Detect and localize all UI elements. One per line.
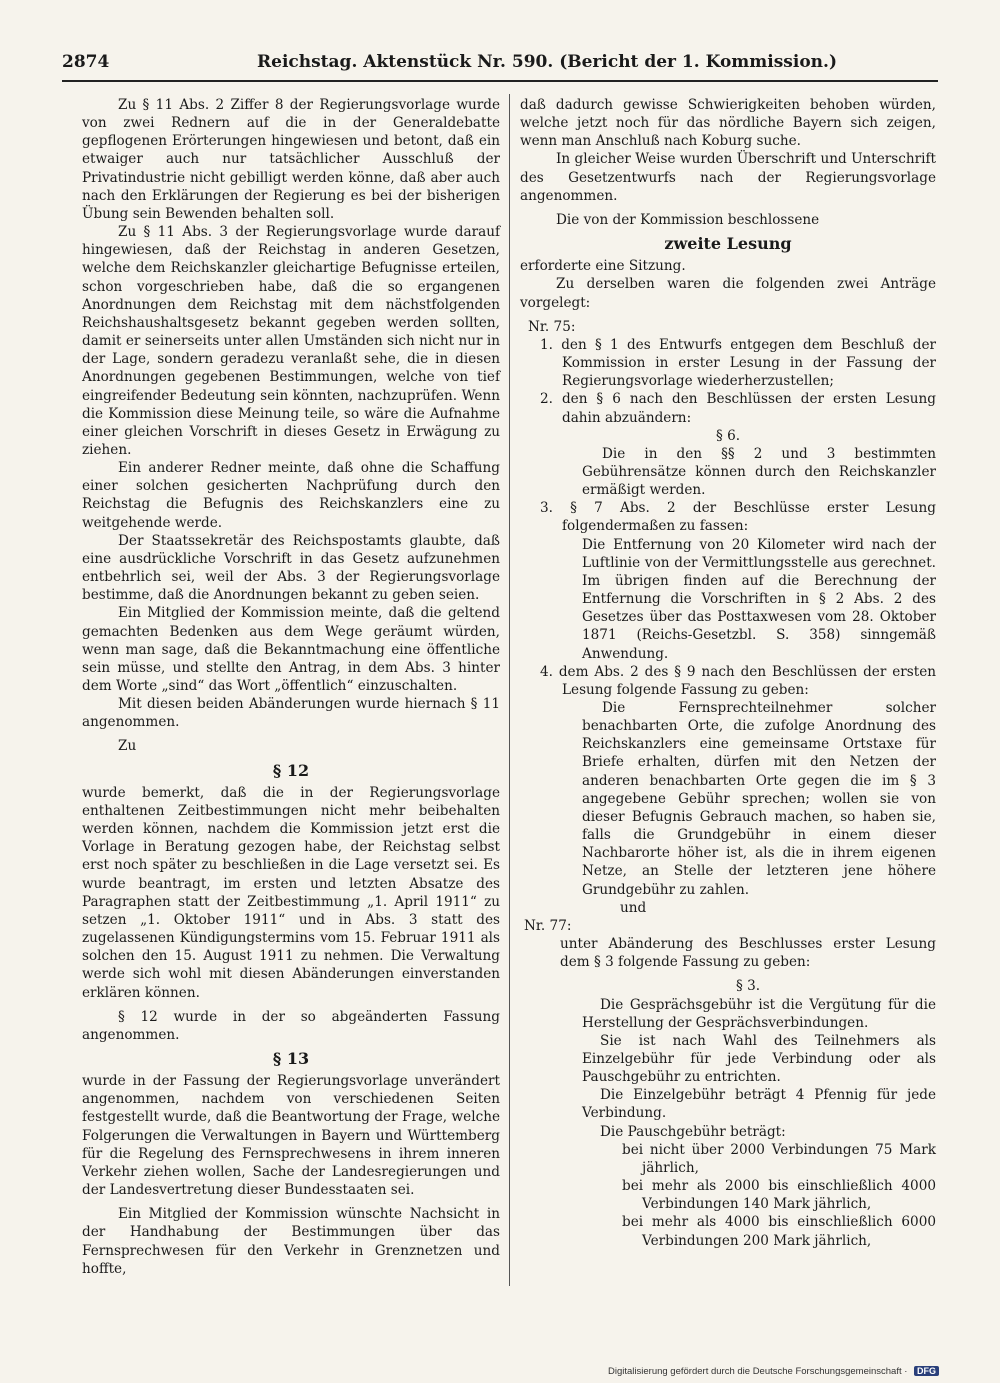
left-column	[82, 96, 500, 1278]
paragraph: wurde bemerkt, daß die in der Regierungsvorlage enthaltenen Zeitbestimmungen nicht mehr beibehalten werden können, nachdem die Kommission jetzt erst die Vorlage in Beratung gezogen habe, der Reichstag selbst erst noch später zu beschließen in die Lage versetzt sei. Es wurde beantragt, im ersten und letzten Absatze des Paragraphen statt der Zeitbestimmung „1. April 1911“ zu setzen „1. Oktober 1911“ und in Abs. 3 statt des zugelassenen Kündigungstermins vom 15. Februar 1911 als solchen den 15. August 1911 zu nehmen. Die Verwaltung werde sich wohl mit diesen Abänderungen einverstanden erklären können.	[82, 784, 500, 1001]
list-item: 4. dem Abs. 2 des § 9 nach den Beschlüssen der ersten Lesung folgende Fassung zu geben:	[540, 663, 936, 698]
paragraph: Der Staatssekretär des Reichspostamts glaubte, daß eine ausdrückliche Vorschrift in das Gesetz aufzunehmen entbehrlich sei, weil der Abs. 3 der Regierungsvorlage bestimme, daß die Anordnungen bekannt zu geben seien.	[82, 532, 500, 604]
page-header	[62, 52, 938, 78]
quoted-text: bei mehr als 4000 bis einschließlich 6000 Verbindungen 200 Mark jährlich,	[622, 1214, 936, 1249]
quoted-text: Die in den §§ 2 und 3 bestimmten Gebührensätze können durch den Reichskanzler ermäßigt werden.	[582, 445, 936, 499]
quoted-text: Sie ist nach Wahl des Teilnehmers als Einzelgebühr für jede Verbindung oder als Pauschgebühr zu entrichten.	[582, 1032, 936, 1086]
quoted-text: Die Einzelgebühr beträgt 4 Pfennig für jede Verbindung.	[582, 1087, 936, 1122]
paragraph: Zu derselben waren die folgenden zwei Anträge vorgelegt:	[520, 276, 936, 311]
paragraph: Ein Mitglied der Kommission meinte, daß die geltend gemachten Bedenken aus dem Wege geräumt würden, wenn man sage, daß die Bekanntmachung eine öffentliche sein müsse, und stellte den Antrag, in dem Abs. 3 hinter dem Worte „sind“ das Wort „öffentlich“ einzuschalten.	[82, 605, 500, 694]
running-title: Reichstag. Aktenstück Nr. 590. (Bericht der 1. Kommission.)	[257, 52, 838, 72]
quoted-text: Die Gesprächsgebühr ist die Vergütung für die Herstellung der Gesprächsverbindungen.	[582, 996, 936, 1031]
quoted-text: Die Entfernung von 20 Kilometer wird nach der Luftlinie von der Vermittlungsstelle aus gerechnet. Im übrigen finden auf die Berechnung der Entfernung die Vorschriften in § 2 Abs. 2 des Gesetzes über das Posttaxwesen vom 28. Oktober 1871 (Reichs-Gesetzbl. S. 358) sinngemäß Anwendung.	[582, 536, 936, 662]
page-number: 2874	[62, 52, 110, 72]
paragraph: Ein Mitglied der Kommission wünschte Nachsicht in der Handhabung der Bestimmungen über das Fernsprechwesen für den Verkehr in Grenznetzen und hoffte,	[82, 1206, 500, 1277]
paragraph: Die von der Kommission beschlossene	[556, 211, 820, 228]
paragraph: Ein anderer Redner meinte, daß ohne die Schaffung einer solchen gesicherten Nachprüfung durch den Reichstag die Befugnis des Reichskanzlers eine zu weitgehende werde.	[82, 460, 500, 531]
quoted-text: bei nicht über 2000 Verbindungen 75 Mark jährlich,	[622, 1141, 936, 1176]
paragraph: daß dadurch gewisse Schwierigkeiten behoben würden, welche jetzt noch für das nördliche Bayern sich zeigen, wenn man Anschluß nach Koburg suche.	[520, 97, 936, 150]
paragraph: unter Abänderung des Beschlusses erster Lesung dem § 3 folgende Fassung zu geben:	[560, 936, 936, 971]
digitization-credit	[608, 1366, 939, 1377]
paragraph: Mit diesen beiden Abänderungen wurde hiernach § 11 angenommen.	[82, 696, 500, 731]
section-heading-zweite-lesung: zweite Lesung	[664, 234, 792, 254]
paragraph: In gleicher Weise wurden Überschrift und Unterschrift des Gesetzentwurfs nach der Regierungsvorlage angenommen.	[520, 151, 936, 204]
subsection-label: § 6.	[715, 427, 741, 444]
right-column	[520, 96, 936, 1250]
credit-text: Digitalisierung gefördert durch die Deutsche Forschungsgemeinschaft ·	[608, 1366, 908, 1377]
header-rule	[62, 80, 938, 82]
dfg-logo: DFG	[914, 1366, 939, 1376]
conjunction: und	[620, 899, 647, 916]
motion-label-75: Nr. 75:	[528, 318, 576, 335]
paragraph: Zu	[118, 738, 137, 755]
paragraph: erforderte eine Sitzung.	[520, 258, 686, 275]
quoted-text: bei mehr als 2000 bis einschließlich 4000 Verbindungen 140 Mark jährlich,	[622, 1178, 936, 1213]
section-heading-12: § 12	[272, 760, 310, 780]
paragraph: Zu § 11 Abs. 2 Ziffer 8 der Regierungsvorlage wurde von zwei Rednern auf die in der Generaldebatte gepflogenen Erörterungen hingewiesen und betont, daß ein etwaiger auch nur tatsächlicher Ausschluß der Privatindustrie nicht gebilligt werden könne, daß aber auch nach den Erklärungen der Regierung es bei der bisherigen Übung sein Bewenden behalten soll.	[82, 97, 500, 222]
list-item: 1. den § 1 des Entwurfs entgegen dem Beschluß der Kommission in erster Lesung in der Fassung der Regierungsvorlage wiederherzustellen;	[540, 336, 936, 390]
section-heading-13: § 13	[272, 1048, 310, 1068]
column-divider	[509, 94, 510, 1286]
motion-label-77: Nr. 77:	[524, 917, 572, 934]
quoted-text: Die Pauschgebühr beträgt:	[600, 1123, 786, 1140]
subsection-label: § 3.	[735, 978, 761, 995]
quoted-text: Die Fernsprechteilnehmer solcher benachbarten Orte, die zufolge Anordnung des Reichskanzlers eine gemeinsame Ortstaxe für Briefe erhalten, dürfen mit den Netzen der anderen benachbarten Orte gegen die im § 3 angegebene Gebühr sprechen; wollen sie von dieser Befugnis Gebrauch machen, so haben sie, falls die Grundgebühr in einem dieser Nachbarorte höher ist, als die in ihrem eigenen Netze, an Stelle der letzteren jene höhere Grundgebühr zu zahlen.	[582, 700, 936, 898]
paragraph: wurde in der Fassung der Regierungsvorlage unverändert angenommen, nachdem von verschiedenen Seiten festgestellt wurde, daß die Beantwortung der Frage, welche Folgerungen die Verwaltungen in Bayern und Württemberg für die Regelung des Fernsprechwesens in ihrem inneren Verkehr ziehen wollen, Sache der Landesregierungen und der Landesvertretung dieser Bundesstaaten sei.	[82, 1073, 500, 1199]
list-item: 3. § 7 Abs. 2 der Beschlüsse erster Lesung folgendermaßen zu fassen:	[540, 500, 936, 535]
paragraph: Zu § 11 Abs. 3 der Regierungsvorlage wurde darauf hingewiesen, daß der Reichstag in anderen Gesetzen, welche dem Reichskanzler gleichartige Befugnisse erteilen, schon vorgeschrieben habe, daß die so ergangenen Anordnungen dem Reichstag mit dem nächstfolgenden Reichshaushaltsgesetz bekannt gegeben werden sollten, damit er seinerseits unter allen Umständen sich nicht nur in der Lage, sondern geradezu veranlaßt sehe, die in diesen Anordnungen gegebenen Bestimmungen, welche von tief eingreifender Bedeutung sein könnten, nachzuprüfen. Wenn die Kommission diese Meinung teile, so wäre die Aufnahme einer gleichen Vorschrift in dieses Gesetz in Erwägung zu ziehen.	[82, 224, 500, 458]
paragraph: § 12 wurde in der so abgeänderten Fassung angenommen.	[82, 1008, 500, 1043]
list-item: 2. den § 6 nach den Beschlüssen der ersten Lesung dahin abzuändern:	[540, 391, 936, 426]
